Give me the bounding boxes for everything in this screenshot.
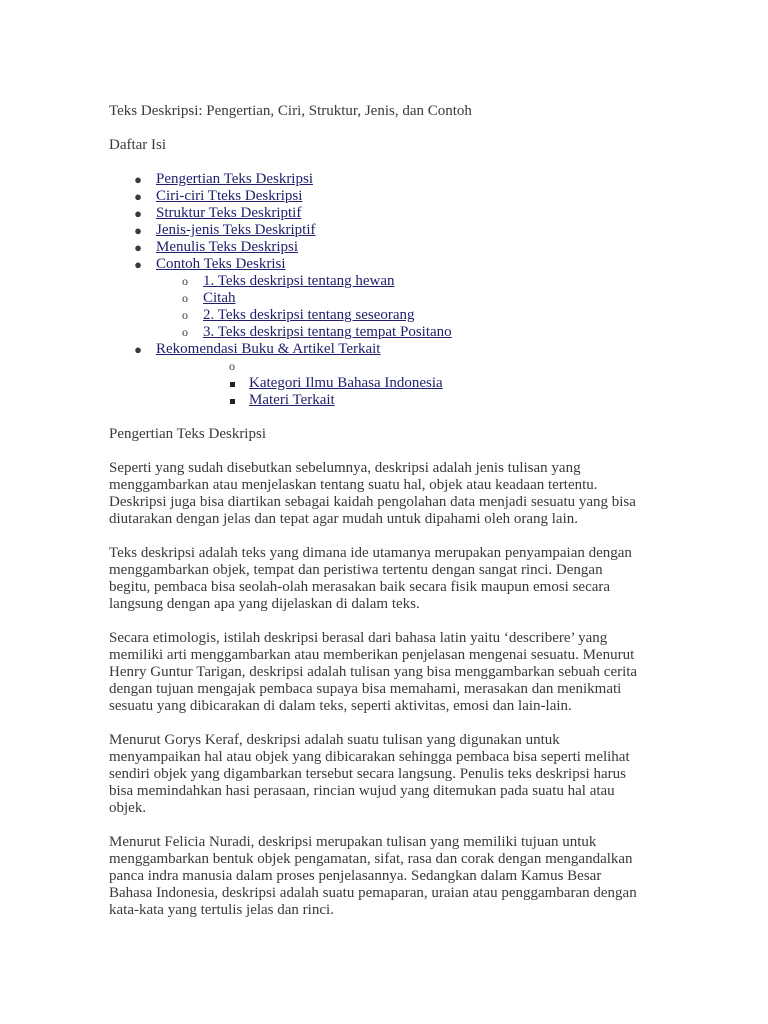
text-line: menggambarkan atau menjelaskan tentang suatu hal, objek atau keadaan tertentu. xyxy=(109,477,598,493)
toc-subsubitem xyxy=(109,392,669,409)
toc-sublink[interactable]: 1. Teks deskripsi tentang hewan xyxy=(203,273,395,289)
toc-subitem xyxy=(109,307,669,324)
toc-subsublink[interactable]: Kategori Ilmu Bahasa Indonesia xyxy=(249,375,443,391)
text-line: panca indra manusia dalam proses penjelasannya. Sedangkan dalam Kamus Besar xyxy=(109,868,602,884)
text-line: bisa memindahkan hasi perasaan, rincian wujud yang ditemukan pada suatu hal atau xyxy=(109,783,615,799)
toc-subitem xyxy=(109,273,669,290)
toc-item xyxy=(109,205,669,222)
toc-subsubitem xyxy=(109,375,669,392)
toc-link[interactable]: Rekomendasi Buku & Artikel Terkait xyxy=(156,341,381,357)
bullet-icon: ● xyxy=(134,189,142,204)
text-line: dengan tujuan mengajak pembaca supaya bisa memahami, merasakan dan menikmati xyxy=(109,681,622,697)
bullet-icon: ● xyxy=(134,172,142,187)
toc-sublink[interactable]: Citah xyxy=(203,290,236,306)
bullet-icon: ● xyxy=(134,206,142,221)
text-line: langsung dengan apa yang dijelaskan di dalam teks. xyxy=(109,596,420,612)
text-line: Deskripsi juga bisa diartikan sebagai kaidah pengolahan data menjadi sesuatu yang bisa xyxy=(109,494,636,510)
circle-bullet-icon: o xyxy=(182,291,188,305)
text-line: menggambarkan objek, tempat dan peristiwa tertentu dengan sangat rinci. Dengan xyxy=(109,562,603,578)
text-line: Seperti yang sudah disebutkan sebelumnya, deskripsi adalah jenis tulisan yang xyxy=(109,460,581,476)
toc-item xyxy=(109,239,669,256)
text-line: diutarakan dengan jelas dan tepat agar mudah untuk dipahami oleh orang lain. xyxy=(109,511,579,527)
body-text xyxy=(109,460,669,936)
bullet-icon: ● xyxy=(134,240,142,255)
paragraph xyxy=(109,460,669,528)
toc-item xyxy=(109,222,669,239)
text-line: objek. xyxy=(109,800,147,816)
section-heading: Pengertian Teks Deskripsi xyxy=(109,426,266,442)
table-of-contents xyxy=(109,171,669,409)
toc-link[interactable]: Ciri-ciri Tteks Deskripsi xyxy=(156,188,303,204)
text-line: Menurut Felicia Nuradi, deskripsi merupakan tulisan yang memiliki tujuan untuk xyxy=(109,834,597,850)
paragraph xyxy=(109,732,669,817)
text-line: Secara etimologis, istilah deskripsi berasal dari bahasa latin yaitu ‘describere’ yang xyxy=(109,630,608,646)
bullet-icon: ● xyxy=(134,257,142,272)
paragraph xyxy=(109,630,669,715)
paragraph xyxy=(109,834,669,919)
bullet-icon: ● xyxy=(134,342,142,357)
toc-sublink[interactable]: 3. Teks deskripsi tentang tempat Positano xyxy=(203,324,452,340)
toc-item xyxy=(109,256,669,273)
text-line: Henry Guntur Tarigan, deskripsi adalah tulisan yang bisa menggambarkan sebuah cerita xyxy=(109,664,638,680)
text-line: sendiri objek yang digambarkan tersebut secara langsung. Penulis teks deskripsi harus xyxy=(109,766,626,782)
toc-sublink[interactable]: 2. Teks deskripsi tentang seseorang xyxy=(203,307,415,323)
toc-link[interactable]: Menulis Teks Deskripsi xyxy=(156,239,299,255)
circle-bullet-icon: o xyxy=(182,274,188,288)
text-line: kata-kata yang tertulis jelas dan rinci. xyxy=(109,902,334,918)
toc-link[interactable]: Pengertian Teks Deskripsi xyxy=(156,171,313,187)
toc-link[interactable]: Struktur Teks Deskriptif xyxy=(156,205,302,221)
document-title: Teks Deskripsi: Pengertian, Ciri, Struktur, Jenis, dan Contoh xyxy=(109,103,472,119)
text-line: Menurut Gorys Keraf, deskripsi adalah suatu tulisan yang digunakan untuk xyxy=(109,732,560,748)
toc-empty-subitem xyxy=(109,358,669,375)
square-bullet-icon xyxy=(225,392,239,409)
toc-link[interactable]: Contoh Teks Deskrisi xyxy=(156,256,286,272)
text-line: sesuatu yang dibicarakan di dalam teks, seperti aktivitas, emosi dan lain-lain. xyxy=(109,698,572,714)
square-bullet-icon xyxy=(225,375,239,392)
toc-link[interactable]: Jenis-jenis Teks Deskriptif xyxy=(156,222,316,238)
circle-bullet-icon: o xyxy=(182,308,188,322)
toc-item xyxy=(109,341,669,358)
paragraph xyxy=(109,545,669,613)
toc-label: Daftar Isi xyxy=(109,137,167,153)
toc-item xyxy=(109,188,669,205)
toc-item xyxy=(109,171,669,188)
toc-subitem xyxy=(109,324,669,341)
text-line: Bahasa Indonesia, deskripsi adalah suatu pemaparan, uraian atau penggambaran dengan xyxy=(109,885,637,901)
text-line: Teks deskripsi adalah teks yang dimana ide utamanya merupakan penyampaian dengan xyxy=(109,545,632,561)
circle-bullet-icon: o xyxy=(229,359,235,373)
toc-subitem xyxy=(109,290,669,307)
text-line: menggambarkan bentuk objek pengamatan, sifat, rasa dan corak dengan mengandalkan xyxy=(109,851,633,867)
toc-subsublink[interactable]: Materi Terkait xyxy=(249,392,335,408)
circle-bullet-icon: o xyxy=(182,325,188,339)
text-line: memiliki arti menggambarkan atau memberikan penjelasan mengenai sesuatu. Menurut xyxy=(109,647,635,663)
text-line: begitu, pembaca bisa seolah-olah merasakan baik secara fisik maupun emosi secara xyxy=(109,579,611,595)
bullet-icon: ● xyxy=(134,223,142,238)
text-line: menyampaikan hal atau objek yang dibicarakan sehingga pembaca bisa seperti melihat xyxy=(109,749,630,765)
